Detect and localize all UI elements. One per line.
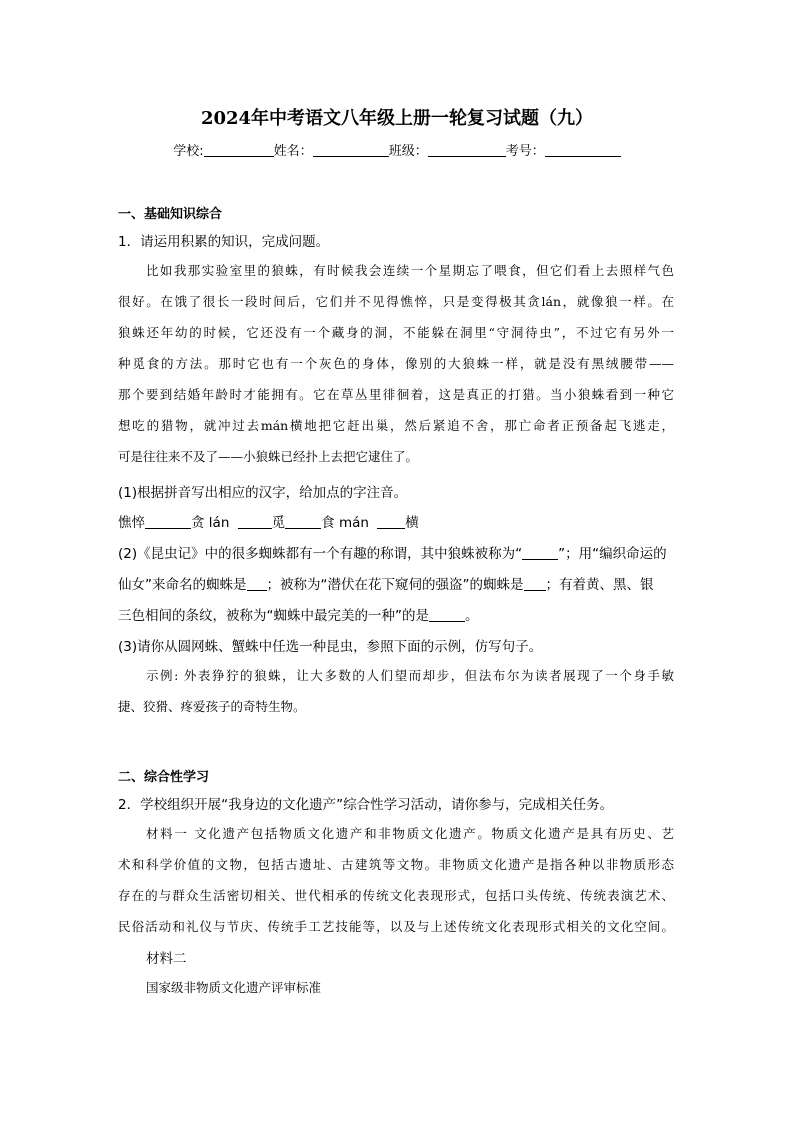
name-blank[interactable] <box>313 142 389 157</box>
pinyin-word: 觅 <box>271 515 286 531</box>
question-text: 。 <box>465 608 479 624</box>
sub-question-3: (3)请你从圆网蛛、蟹蛛中任选一种昆虫，参照下面的示例，仿写句子。 <box>118 639 543 655</box>
sub-question-2-line3 <box>118 604 479 624</box>
answer-blank[interactable] <box>238 514 272 529</box>
material-2-subtitle: 国家级非物质文化遗产评审标准 <box>146 980 322 995</box>
answer-blank[interactable] <box>285 514 321 529</box>
example-line: 示例: 外表狰狞的狼蛛，让大多数的人们望而却步，但法布尔为读者展现了一个身手敏 <box>146 668 674 683</box>
question-text: 三色相间的条纹，被称为“蜘蛛中最完美的一种”的是 <box>118 608 429 624</box>
passage-line: 很好。在饿了很长一段时间后，它们并不见得憔悴，只是变得极其贪lán，就像狼一样。在 <box>118 294 674 309</box>
class-label: 班级： <box>388 144 428 159</box>
question-text: ；被称为“潜伏在花下窥伺的强盗”的蜘蛛是 <box>266 577 524 593</box>
material-line: 存在的与群众生活密切相关、世代相承的传统文化表现形式，包括口头传统、传统表演艺术、 <box>118 888 674 903</box>
pinyin-row <box>118 511 419 531</box>
class-blank[interactable] <box>428 142 506 157</box>
answer-blank[interactable] <box>429 607 465 622</box>
question-text: ；有着黄、黑、银 <box>545 577 654 593</box>
passage-line: 狼蛛还年幼的时候，它还没有一个藏身的洞，不能躲在洞里“守洞待虫”，不过它有另外一 <box>118 325 674 340</box>
exam-no-label: 考号： <box>505 144 545 159</box>
answer-blank[interactable] <box>522 545 558 560</box>
answer-blank[interactable] <box>145 514 191 529</box>
sub-question-2-line2 <box>118 573 654 593</box>
pinyin-word: 食 mán <box>321 515 369 531</box>
section-heading-1: 一、基础知识综合 <box>118 207 223 222</box>
student-info-line <box>0 140 794 159</box>
sub-question-1: (1)根据拼音写出相应的汉字，给加点的字注音。 <box>118 485 408 501</box>
passage-line: 可是往往来不及了——小狼蛛已经扑上去把它逮住了。 <box>118 449 419 464</box>
section-heading-2: 二、综合性学习 <box>118 770 210 785</box>
question-1: 1．请运用积累的知识，完成问题。 <box>118 234 330 250</box>
material-2-label: 材料二 <box>146 951 187 967</box>
passage-line: 比如我那实验室里的狼蛛，有时候我会连续一个星期忘了喂食，但它们看上去照样气色 <box>146 263 674 278</box>
material-line: 材料一 文化遗产包括物质文化遗产和非物质文化遗产。物质文化遗产是具有历史、艺 <box>146 826 674 841</box>
question-text: 仙女”来命名的蜘蛛是 <box>118 577 247 593</box>
pinyin-word: 憔悴 <box>118 515 145 531</box>
school-blank[interactable] <box>204 142 274 157</box>
name-label: 姓名： <box>273 144 313 159</box>
question-text: (2)《昆虫记》中的很多蜘蛛都有一个有趣的称谓，其中狼蛛被称为“ <box>118 546 523 562</box>
passage-line: 种觅食的方法。那时它也有一个灰色的身体，像别的大狼蛛一样，就是没有黑绒腰带—— <box>118 356 674 371</box>
material-line: 民俗活动和礼仪与节庆、传统手工艺技能等，以及与上述传统文化表现形式相关的文化空间。 <box>118 919 674 934</box>
example-line: 捷、狡猾、疼爱孩子的奇特生物。 <box>118 699 306 714</box>
material-line: 术和科学价值的文物，包括古遗址、古建筑等文物。非物质文化遗产是指各种以非物质形态 <box>118 857 674 872</box>
answer-blank[interactable] <box>524 576 546 591</box>
passage-line: 想吃的猎物，就冲过去mán横地把它赶出巢，然后紧追不舍，那亡命者正预备起飞逃走， <box>118 418 674 433</box>
page-title: 2024年中考语文八年级上册一轮复习试题（九） <box>200 108 594 129</box>
school-label: 学校: <box>173 144 204 159</box>
answer-blank[interactable] <box>247 576 267 591</box>
exam-no-blank[interactable] <box>545 142 621 157</box>
passage-line: 那个要到结婚年龄时才能拥有。它在草丛里徘徊着，这是真正的打猎。当小狼蛛看到一种它 <box>118 387 674 402</box>
question-2: 2．学校组织开展“我身边的文化遗产”综合性学习活动，请你参与，完成相关任务。 <box>118 797 614 813</box>
answer-blank[interactable] <box>377 514 405 529</box>
pinyin-word: 横 <box>405 515 419 531</box>
sub-question-2-line1 <box>118 542 667 562</box>
question-text: ”；用“编织命运的 <box>558 546 667 562</box>
pinyin-word: 贪 lán <box>191 515 230 531</box>
